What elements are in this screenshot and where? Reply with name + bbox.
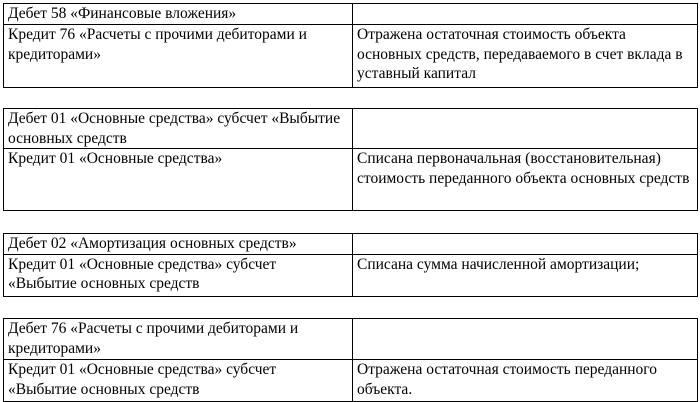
- empty-cell: [353, 4, 698, 25]
- debit-account-cell: Дебет 01 «Основные средства» субсчет «Выбытие основных средств: [4, 109, 353, 149]
- empty-cell: [353, 319, 698, 360]
- debit-row: [4, 319, 698, 360]
- entry-description-cell: Отражена остаточная стоимость объекта основных средств, передаваемого в счет вклада в уставный капитал: [353, 25, 698, 88]
- credit-row: [4, 149, 698, 211]
- credit-row: [4, 25, 698, 88]
- entry-description-cell: Списана первоначальная (восстановительная) стоимость переданного объекта основных средств: [353, 149, 698, 211]
- entry-description-cell: Отражена остаточная стоимость переданного объекта.: [353, 360, 698, 402]
- entry-description-cell: Списана сумма начисленной амортизации;: [353, 254, 698, 296]
- empty-cell: [353, 234, 698, 255]
- journal-entry-table: [3, 318, 698, 402]
- debit-account-cell: Дебет 58 «Финансовые вложения»: [4, 4, 353, 25]
- credit-row: [4, 360, 698, 402]
- debit-account-cell: Дебет 02 «Амортизация основных средств»: [4, 234, 353, 255]
- journal-entry-table: [3, 233, 698, 297]
- debit-row: [4, 4, 698, 25]
- debit-row: [4, 234, 698, 255]
- debit-row: [4, 109, 698, 149]
- journal-entry-table: [3, 3, 698, 88]
- credit-account-cell: Кредит 01 «Основные средства» субсчет «Выбытие основных средств: [4, 360, 353, 402]
- credit-account-cell: Кредит 01 «Основные средства»: [4, 149, 353, 211]
- empty-cell: [353, 109, 698, 149]
- credit-account-cell: Кредит 01 «Основные средства» субсчет «Выбытие основных средств: [4, 254, 353, 296]
- credit-account-cell: Кредит 76 «Расчеты с прочими дебиторами и кредиторами»: [4, 25, 353, 88]
- credit-row: [4, 254, 698, 296]
- journal-entry-table: [3, 108, 698, 211]
- debit-account-cell: Дебет 76 «Расчеты с прочими дебиторами и кредиторами»: [4, 319, 353, 360]
